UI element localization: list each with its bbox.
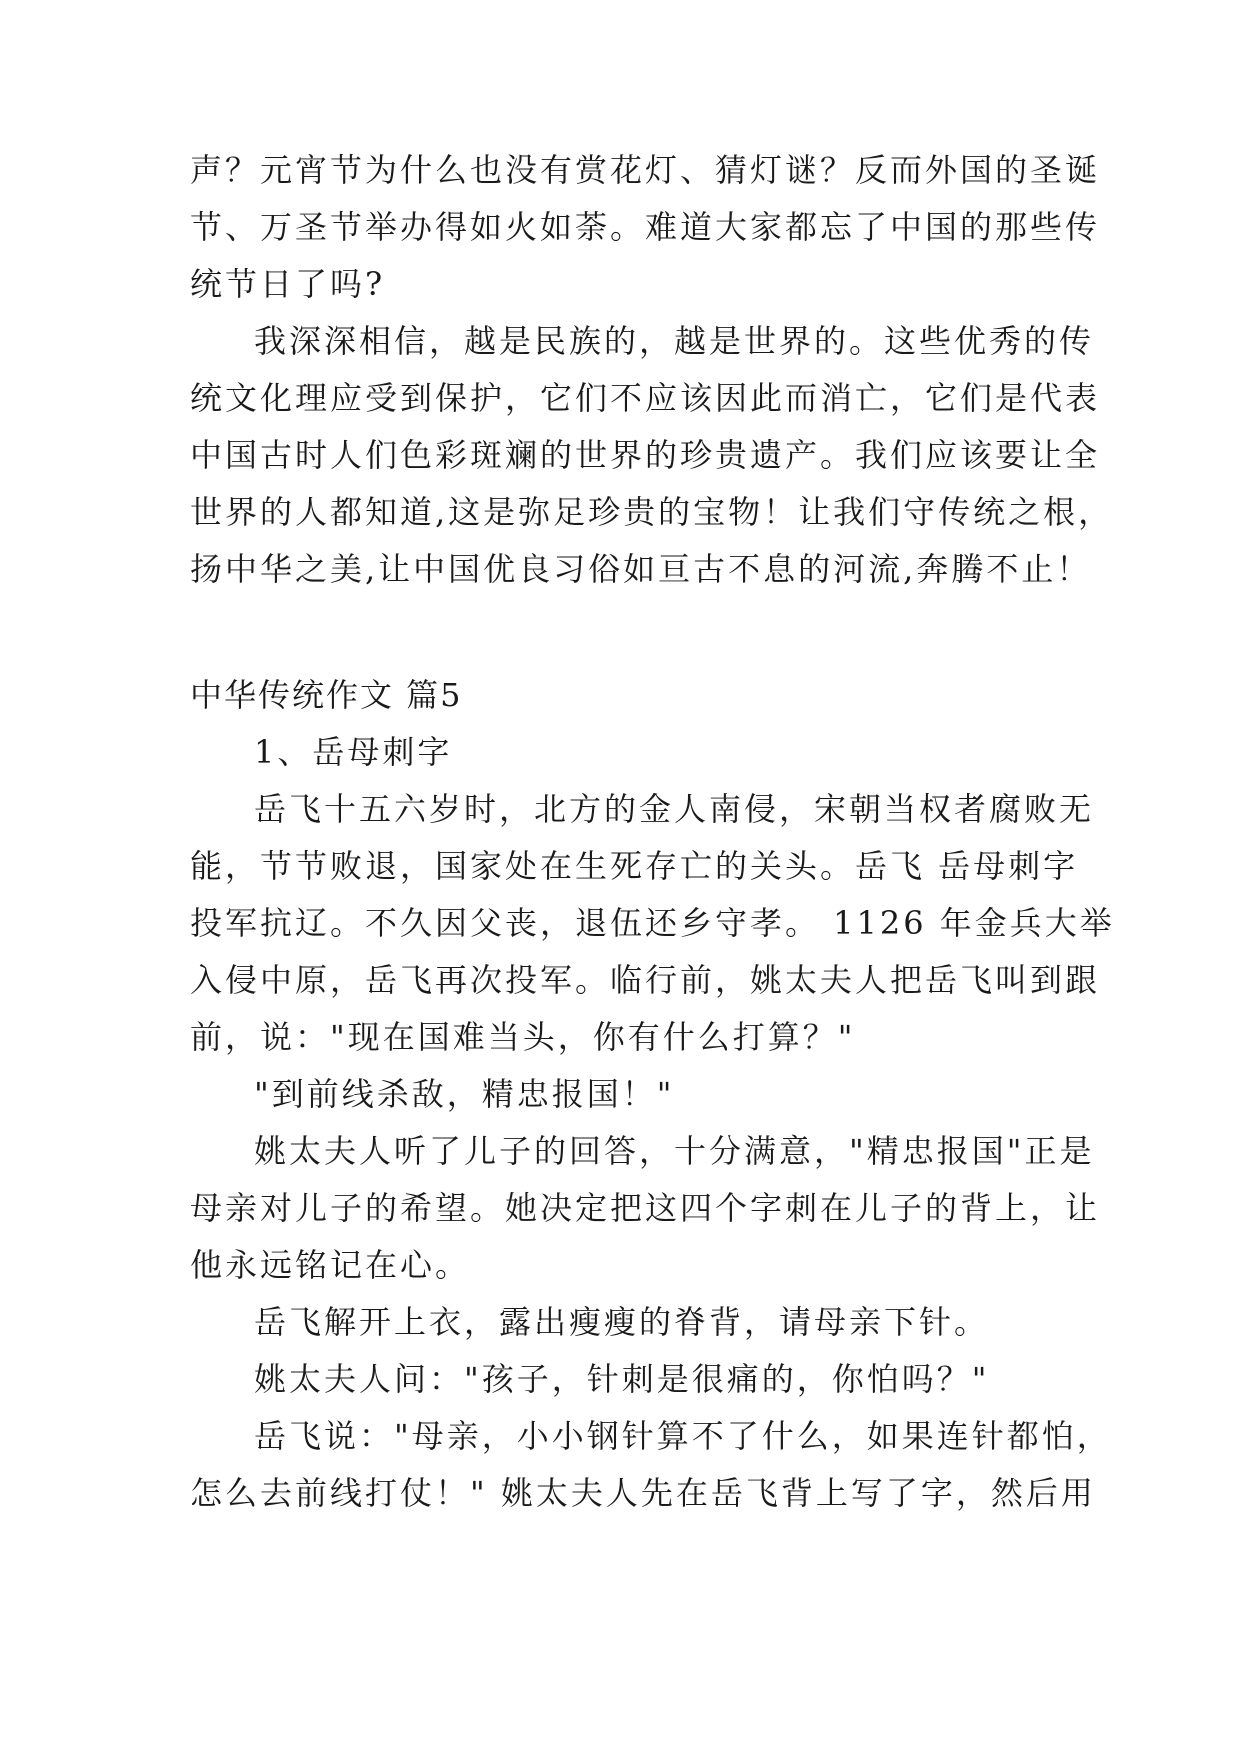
paragraph-first-line: 岳飞解开上衣，露出瘦瘦的脊背，请母亲下针。: [254, 1303, 990, 1341]
text-line: 声？元宵节为什么也没有赏花灯、猜灯谜？反而外国的圣诞: [190, 151, 1101, 189]
text-line: 母亲对儿子的希望。她决定把这四个字刺在儿子的背上，让: [190, 1189, 1101, 1227]
text-line: 统文化理应受到保护，它们不应该因此而消亡，它们是代表: [190, 379, 1101, 417]
text-line: 节、万圣节举办得如火如荼。难道大家都忘了中国的那些传: [190, 208, 1101, 246]
text-line: 能，节节败退，国家处在生死存亡的关头。岳飞 岳母刺字: [190, 847, 1079, 885]
paragraph-first-line: 姚太夫人问："孩子，针刺是很痛的，你怕吗？": [254, 1360, 990, 1398]
paragraph-first-line: 姚太夫人听了儿子的回答，十分满意，"精忠报国"正是: [254, 1132, 1095, 1170]
paragraph-first-line: 岳飞十五六岁时，北方的金人南侵，宋朝当权者腐败无: [254, 790, 1095, 828]
text-line: 入侵中原，岳飞再次投军。临行前，姚太夫人把岳飞叫到跟: [190, 961, 1101, 999]
text-line: 怎么去前线打仗！" 姚太夫人先在岳飞背上写了字，然后用: [190, 1474, 1096, 1512]
paragraph-first-line: "到前线杀敌，精忠报国！": [254, 1075, 675, 1113]
paragraph-first-line: 岳飞说："母亲，小小钢针算不了什么，如果连针都怕，: [254, 1417, 1112, 1455]
subheading: 1、岳母刺字: [254, 733, 453, 771]
text-line: 世界的人都知道,这是弥足珍贵的宝物！让我们守传统之根，: [190, 493, 1114, 531]
section-heading: 中华传统作文 篇5: [190, 676, 463, 714]
text-line: 扬中华之美,让中国优良习俗如亘古不息的河流,奔腾不止！: [190, 550, 1092, 588]
text-line: 统节日了吗?: [190, 265, 386, 303]
paragraph-first-line: 我深深相信，越是民族的，越是世界的。这些优秀的传: [254, 322, 1095, 360]
text-line: 前，说："现在国难当头，你有什么打算？": [190, 1018, 856, 1056]
text-line: 中国古时人们色彩斑斓的世界的珍贵遗产。我们应该要让全: [190, 436, 1101, 474]
text-line: 投军抗辽。不久因父丧，退伍还乡守孝。 1126 年金兵大举: [190, 904, 1115, 942]
text-line: 他永远铭记在心。: [190, 1246, 471, 1284]
